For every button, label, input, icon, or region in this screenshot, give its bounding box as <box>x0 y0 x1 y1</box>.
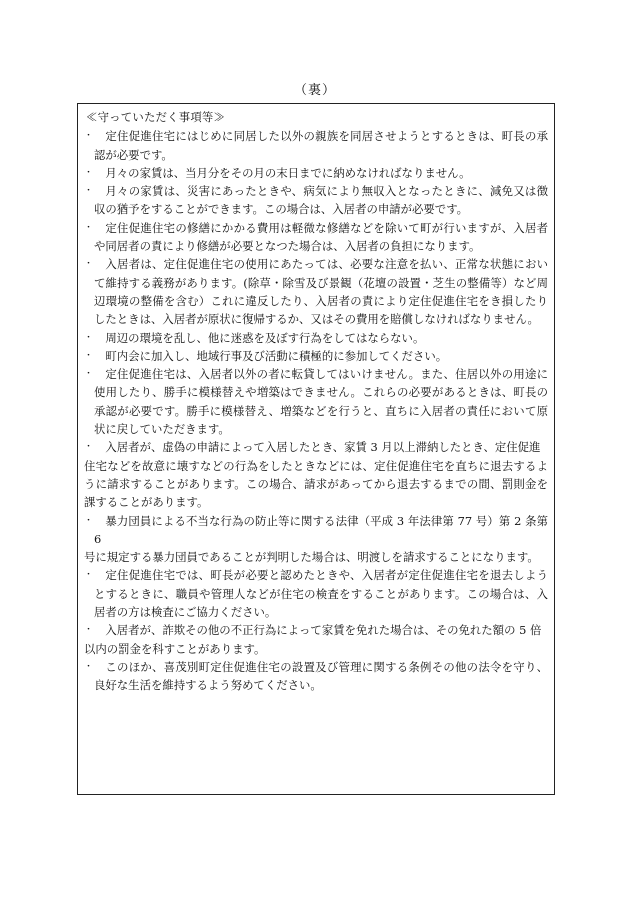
notice-item <box>84 164 548 182</box>
notice-item-list <box>84 127 548 694</box>
bullet-mark: ・ <box>84 259 94 270</box>
notice-item <box>84 512 548 567</box>
notice-item-text: 月々の家賃は、災害にあったときや、病気により無収入となったときに、減免又は徴収の猶予をすることができます。この場合は、入居者の申請が必要です。 <box>94 184 548 217</box>
bullet-mark: ・ <box>84 167 94 178</box>
bullet-mark: ・ <box>84 350 94 361</box>
bullet-mark: ・ <box>84 369 94 380</box>
notice-item-text: 入居者は、定住促進住宅の使用にあたっては、必要な注意を払い、正常な状態において維持する義務があります。(除草・除雪及び景観（花壇の設置・芝生の整備等）など周辺環境の整備を含む）これに違反したり、入居者の責により定住促進住宅をき損したりしたときは、入居者が原状に復帰するか、又はその費用を賠償しなければなりません。 <box>94 257 548 327</box>
bullet-mark: ・ <box>84 661 94 672</box>
notice-item-text: 定住促進住宅にはじめに同居した以外の親族を同居させようとするときは、町長の承認が必要です。 <box>94 129 548 162</box>
notice-item <box>84 658 548 695</box>
notice-item-continuation: 号に規定する暴力団員であることが判明した場合は、明渡しを請求することになります。 <box>84 550 539 565</box>
notice-item-text: 定住促進住宅の修繕にかかる費用は軽微な修繕などを除いて町が行いますが、入居者や同居者の責により修繕が必要となつた場合は、入居者の負担になります。 <box>94 220 548 254</box>
notice-item <box>84 365 548 438</box>
notice-item-text: 町内会に加入し、地域行事及び活動に積極的に参加してください。 <box>105 348 448 363</box>
notice-item <box>84 255 548 328</box>
notice-item <box>84 566 548 621</box>
bullet-mark: ・ <box>84 442 94 453</box>
notice-item-text: 定住促進住宅では、町長が必要と認めたときや、入居者が定住促進住宅を退去しようとするときに、職員や管理人などが住宅の検査をすることがあります。この場合は、入居者の方は検査にご協力ください。 <box>94 568 548 620</box>
notice-item <box>84 329 548 347</box>
notice-item <box>84 127 548 164</box>
bullet-mark: ・ <box>84 186 94 197</box>
notice-item-continuation: 住宅などを故意に壊すなどの行為をしたときなどには、定住促進住宅を直ちに退去するように請求することがあります。この場合、請求があってから退去するまでの間、罰則金を課することがあります。 <box>84 458 548 510</box>
notice-item <box>84 219 548 256</box>
notice-item <box>84 621 548 658</box>
page-side-label: （裏） <box>293 83 336 98</box>
notice-item-text: 周辺の環境を乱し、他に迷惑を及ぼす行為をしてはならない。 <box>105 330 425 345</box>
notice-item-text: 定住促進住宅は、入居者以外の者に転貸してはいけません。また、住居以外の用途に使用したり、勝手に模様替えや増築はできません。これらの必要があるときは、町長の承認が必要です。勝手に模様替え、増築などを行うと、直ちに入居者の責任において原状に戻していただきます。 <box>94 367 548 437</box>
bullet-mark: ・ <box>84 570 94 581</box>
notice-item <box>84 182 548 219</box>
bullet-mark: ・ <box>84 515 94 526</box>
notice-item-text: 月々の家賃は、当月分をその月の末日までに納めなければなりません。 <box>105 165 471 180</box>
notice-item-continuation: 以内の罰金を科すことがあります。 <box>84 641 266 656</box>
bullet-mark: ・ <box>84 625 94 636</box>
bullet-mark: ・ <box>84 332 94 343</box>
bullet-mark: ・ <box>84 131 94 142</box>
notice-item-text: 入居者が、虚偽の申請によって入居したとき、家賃 3 月以上滞納したとき、定住促進 <box>105 440 541 455</box>
notice-item-text: 暴力団員による不当な行為の防止等に関する法律（平成 3 年法律第 77 号）第 2 条第 6 <box>94 513 548 546</box>
notice-box <box>77 103 555 795</box>
notice-title: ≪守っていただく事項等≫ <box>86 110 226 124</box>
bullet-mark: ・ <box>84 222 94 233</box>
notice-item-text: 入居者が、詐欺その他の不正行為によって家賃を免れた場合は、その免れた額の 5 倍 <box>105 623 542 638</box>
notice-item-text: このほか、喜茂別町定住促進住宅の設置及び管理に関する条例その他の法令を守り、良好な生活を維持するよう努めてください。 <box>94 659 548 693</box>
notice-item <box>84 347 548 365</box>
notice-item <box>84 438 548 511</box>
